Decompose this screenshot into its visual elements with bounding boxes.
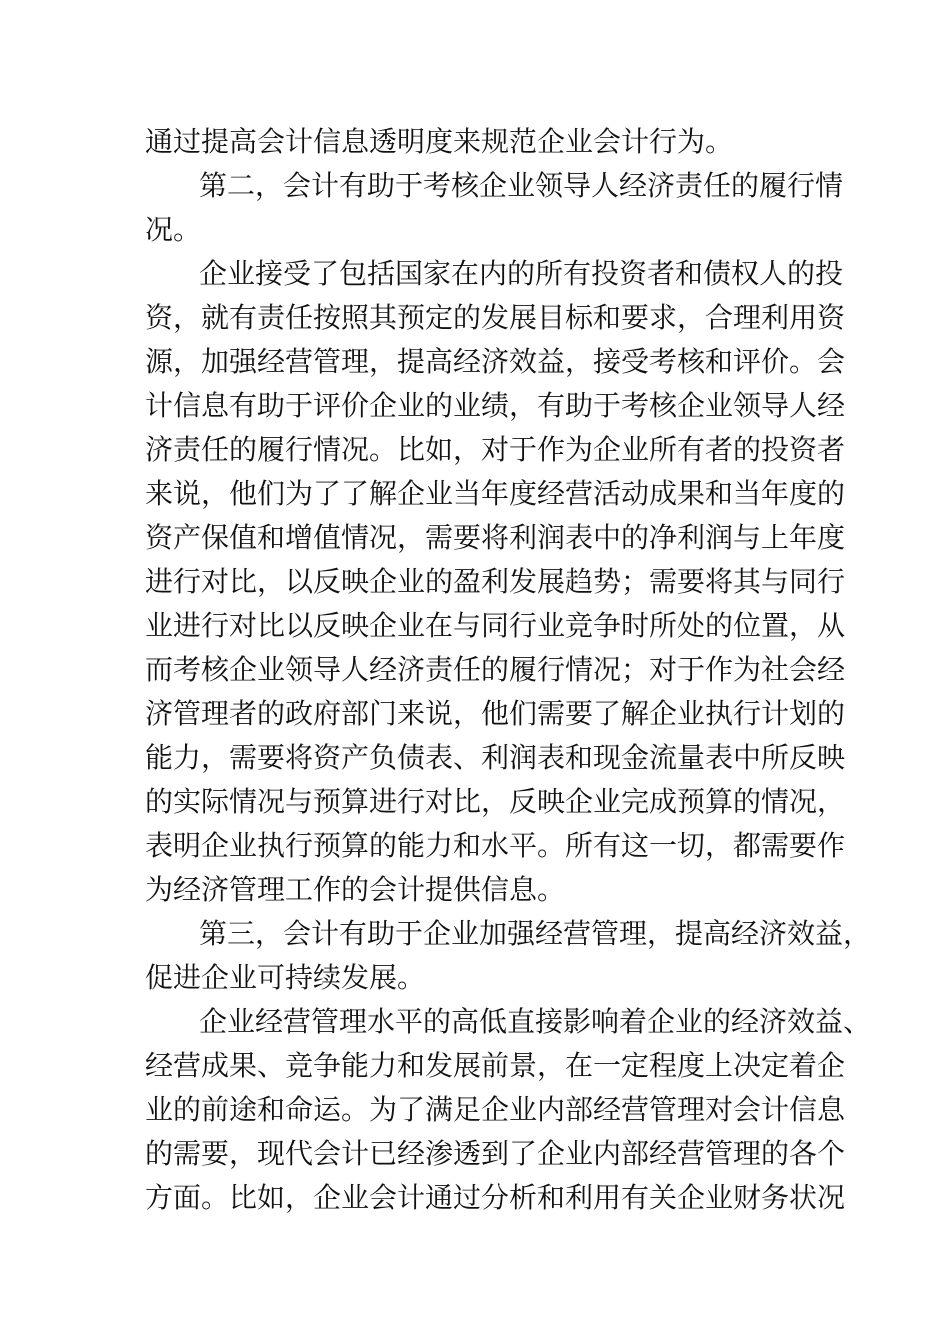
- text-line-22: 经营成果、竞争能力和发展前景，在一定程度上决定着企: [145, 1049, 846, 1082]
- text-line-24: 的需要，现代会计已经渗透到了企业内部经营管理的各个: [145, 1137, 846, 1170]
- text-line-1: 通过提高会计信息透明度来规范企业会计行为。: [145, 125, 734, 158]
- text-line-18: 为经济管理工作的会计提供信息。: [145, 873, 566, 906]
- text-line-6: 源，加强经营管理，提高经济效益，接受考核和评价。会: [145, 345, 846, 378]
- text-line-11: 进行对比，以反映企业的盈利发展趋势；需要将其与同行: [145, 565, 846, 598]
- text-line-20: 促进企业可持续发展。: [145, 961, 426, 994]
- text-line-10: 资产保值和增值情况，需要将利润表中的净利润与上年度: [145, 521, 846, 554]
- text-line-25: 方面。比如，企业会计通过分析和利用有关企业财务状况: [145, 1181, 846, 1214]
- text-line-15: 能力，需要将资产负债表、利润表和现金流量表中所反映: [145, 741, 846, 774]
- text-line-3: 况。: [145, 213, 202, 246]
- text-line-9: 来说，他们为了了解企业当年度经营活动成果和当年度的: [145, 477, 846, 510]
- text-line-8: 济责任的履行情况。比如，对于作为企业所有者的投资者: [145, 433, 846, 466]
- text-line-12: 业进行对比以反映企业在与同行业竞争时所处的位置，从: [145, 609, 846, 642]
- text-line-4: 企业接受了包括国家在内的所有投资者和债权人的投: [199, 257, 844, 290]
- text-line-5: 资，就有责任按照其预定的发展目标和要求，合理利用资: [145, 301, 846, 334]
- text-line-2: 第二，会计有助于考核企业领导人经济责任的履行情: [199, 169, 844, 202]
- text-line-19: 第三，会计有助于企业加强经营管理，提高经济效益，: [199, 917, 872, 950]
- text-line-16: 的实际情况与预算进行对比，反映企业完成预算的情况，: [145, 785, 846, 818]
- text-line-14: 济管理者的政府部门来说，他们需要了解企业执行计划的: [145, 697, 846, 730]
- text-line-13: 而考核企业领导人经济责任的履行情况；对于作为社会经: [145, 653, 846, 686]
- text-line-21: 企业经营管理水平的高低直接影响着企业的经济效益、: [199, 1005, 872, 1038]
- text-line-7: 计信息有助于评价企业的业绩，有助于考核企业领导人经: [145, 389, 846, 422]
- text-line-23: 业的前途和命运。为了满足企业内部经营管理对会计信息: [145, 1093, 846, 1126]
- text-line-17: 表明企业执行预算的能力和水平。所有这一切，都需要作: [145, 829, 846, 862]
